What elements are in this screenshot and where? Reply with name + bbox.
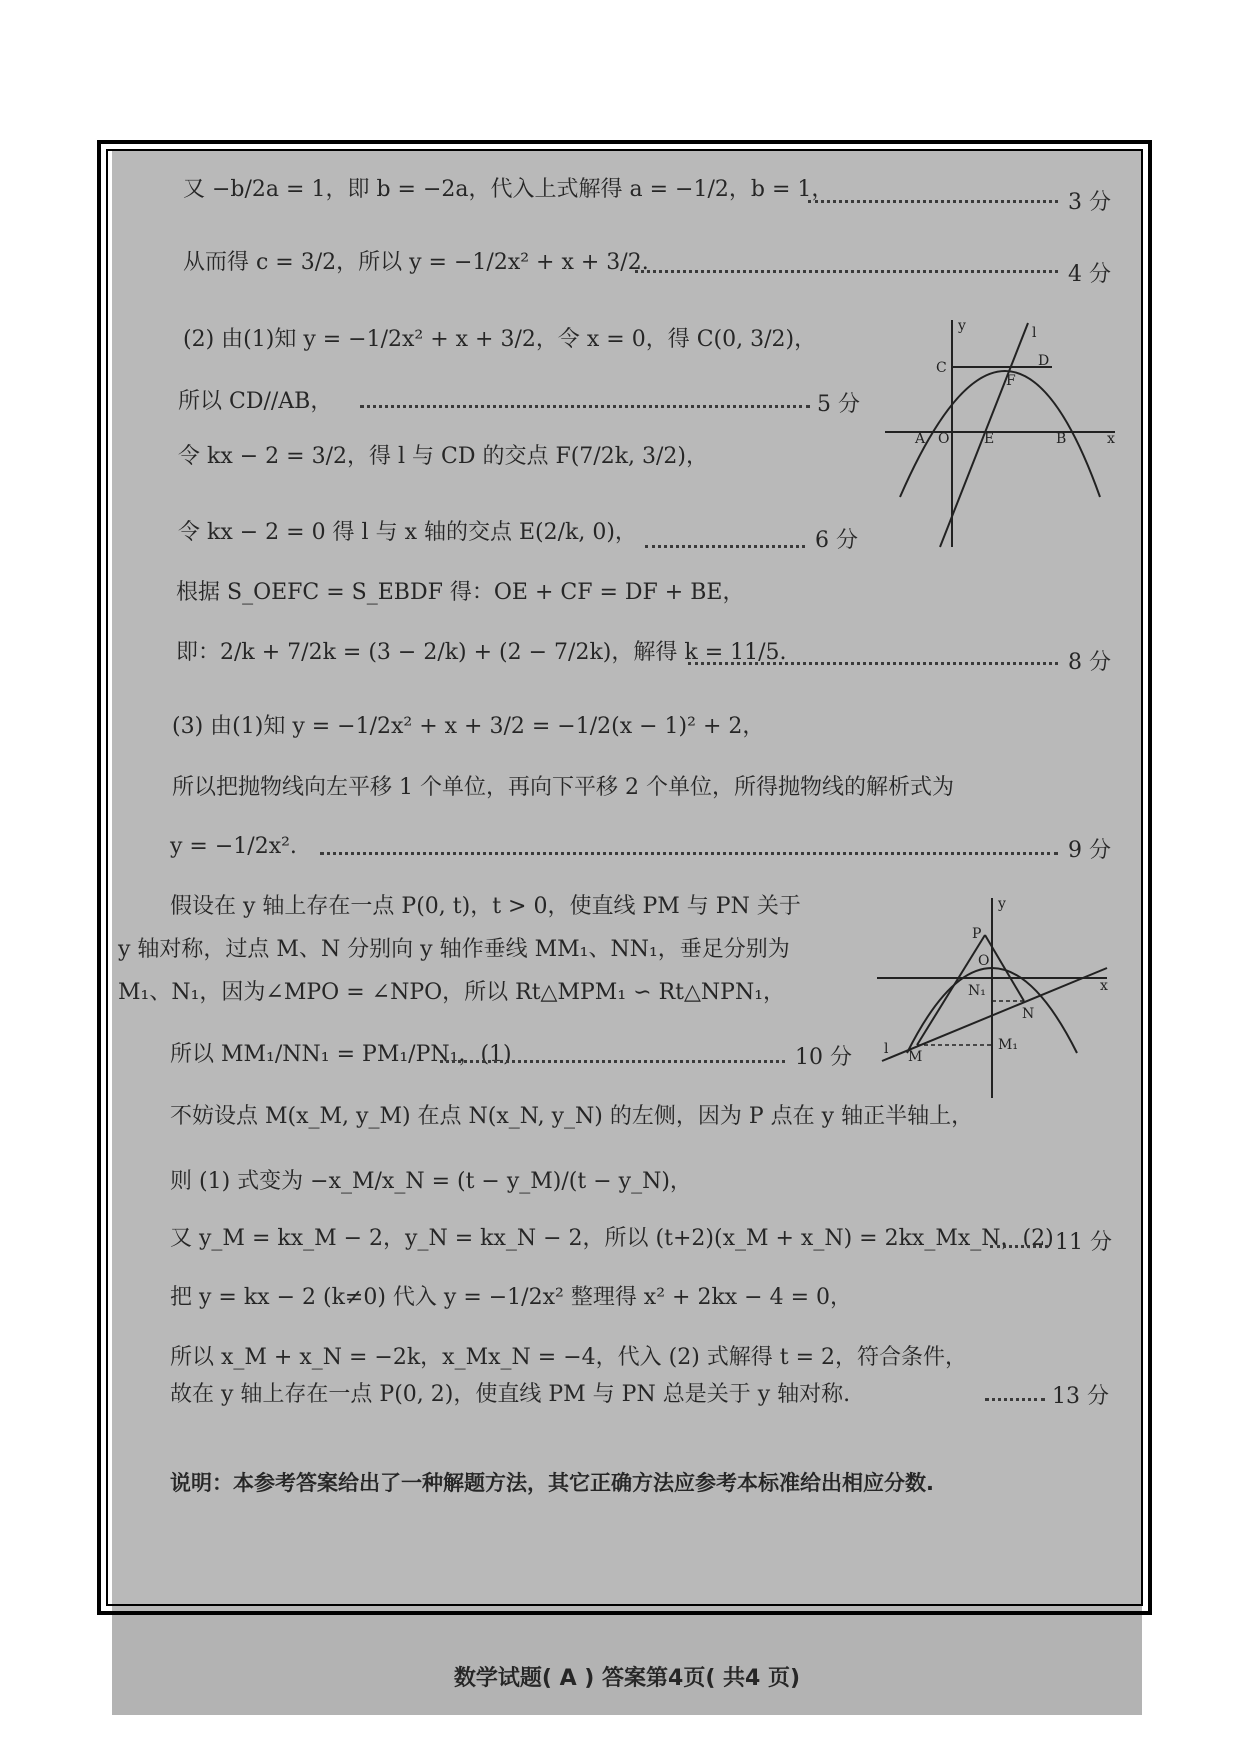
label-o: O [938,431,950,447]
leader-dots [440,1060,785,1063]
label-d: D [1038,353,1050,369]
figure-parabola-1 [880,315,1120,555]
label-l: l [884,1041,889,1057]
answer-line-2: 从而得 c = 3/2，所以 y = −1/2x² + x + 3/2. [183,250,649,275]
leader-dots [320,852,1058,855]
label-n1: N₁ [968,983,986,999]
label-n: N [1022,1006,1035,1022]
answer-line-19: 把 y = kx − 2 (k≠0) 代入 y = −1/2x² 整理得 x² + 2kx − 4 = 0， [170,1285,853,1310]
answer-line-5: 令 kx − 2 = 3/2，得 l 与 CD 的交点 F(7/2k, 3/2)， [178,444,709,469]
answer-line-20: 所以 x_M + x_N = −2k，x_Mx_N = −4，代入 (2) 式解得 t = 2，符合条件， [170,1345,968,1370]
label-x: x [1100,978,1108,994]
label-m: M [908,1049,923,1065]
answer-line-1: 又 −b/2a = 1，即 b = −2a，代入上式解得 a = −1/2，b = 1， [183,177,834,202]
figure-parabola-2 [872,893,1112,1103]
answer-line-10: 所以把抛物线向左平移 1 个单位，再向下平移 2 个单位，所得抛物线的解析式为 [172,775,954,800]
label-x: x [1107,431,1115,447]
answer-line-16: 不妨设点 M(x_M, y_M) 在点 N(x_N, y_N) 的左侧，因为 P 点在 y 轴正半轴上， [170,1104,974,1129]
label-m1: M₁ [998,1037,1018,1053]
answer-line-17: 则 (1) 式变为 −x_M/x_N = (t − y_M)/(t − y_N)， [170,1169,692,1194]
page-footer [112,1615,1142,1715]
label-a: A [915,431,926,447]
answer-line-6: 令 kx − 2 = 0 得 l 与 x 轴的交点 E(2/k, 0)， [178,520,637,545]
answer-line-14: M₁、N₁，因为∠MPO = ∠NPO，所以 Rt△MPM₁ ∽ Rt△NPN₁， [118,980,786,1005]
answer-line-11: y = −1/2x². [170,834,297,859]
label-y: y [998,896,1006,912]
score-6: 6 分 [815,528,858,553]
label-c: C [936,360,947,376]
score-4: 4 分 [1068,262,1111,287]
answer-line-8: 即：2/k + 7/2k = (3 − 2/k) + (2 − 7/2k)，解得 k = 11/5. [176,640,787,665]
leader-dots [635,270,1058,273]
score-8: 8 分 [1068,650,1111,675]
score-9: 9 分 [1068,838,1111,863]
footer-text: 数学试题( A ) 答案第4页( 共4 页) [453,1666,801,1691]
answer-line-13: y 轴对称，过点 M、N 分别向 y 轴作垂线 MM₁、NN₁，垂足分别为 [118,937,790,962]
label-b: B [1056,431,1067,447]
label-y: y [958,318,966,334]
score-11: 11 分 [1055,1230,1112,1255]
answer-line-4: 所以 CD//AB， [178,389,333,414]
answer-line-21: 故在 y 轴上存在一点 P(0, 2)，使直线 PM 与 PN 总是关于 y 轴对称. [170,1382,851,1407]
answer-line-12: 假设在 y 轴上存在一点 P(0, t)，t > 0，使直线 PM 与 PN 关于 [170,894,801,919]
score-5: 5 分 [817,392,860,417]
score-10: 10 分 [795,1045,852,1070]
label-f: F [1006,373,1016,389]
answer-line-3: (2) 由(1)知 y = −1/2x² + x + 3/2，令 x = 0，得 C(0, 3/2)， [183,327,817,352]
score-13: 13 分 [1052,1384,1109,1409]
leader-dots [645,545,805,548]
leader-dots [808,200,1058,203]
leader-dots [990,1245,1048,1248]
answer-line-18: 又 y_M = kx_M − 2，y_N = kx_N − 2，所以 (t+2)(x_M + x_N) = 2kx_Mx_N，(2) [170,1226,1054,1251]
label-l: l [1032,325,1037,341]
label-e: E [984,431,995,447]
leader-dots [360,405,810,408]
grading-note: 说明：本参考答案给出了一种解题方法，其它正确方法应参考本标准给出相应分数. [170,1471,934,1495]
score-3: 3 分 [1068,190,1111,215]
parabola-curve [900,371,1100,497]
answer-line-15: 所以 MM₁/NN₁ = PM₁/PN₁，(1) [170,1042,512,1067]
answer-line-9: (3) 由(1)知 y = −1/2x² + x + 3/2 = −1/2(x − 1)² + 2， [172,714,765,739]
label-p: P [972,926,982,942]
leader-dots [985,1398,1045,1401]
answer-line-7: 根据 S_OEFC = S_EBDF 得：OE + CF = DF + BE， [176,580,745,605]
leader-dots [688,662,1058,665]
label-o: O [978,953,990,969]
